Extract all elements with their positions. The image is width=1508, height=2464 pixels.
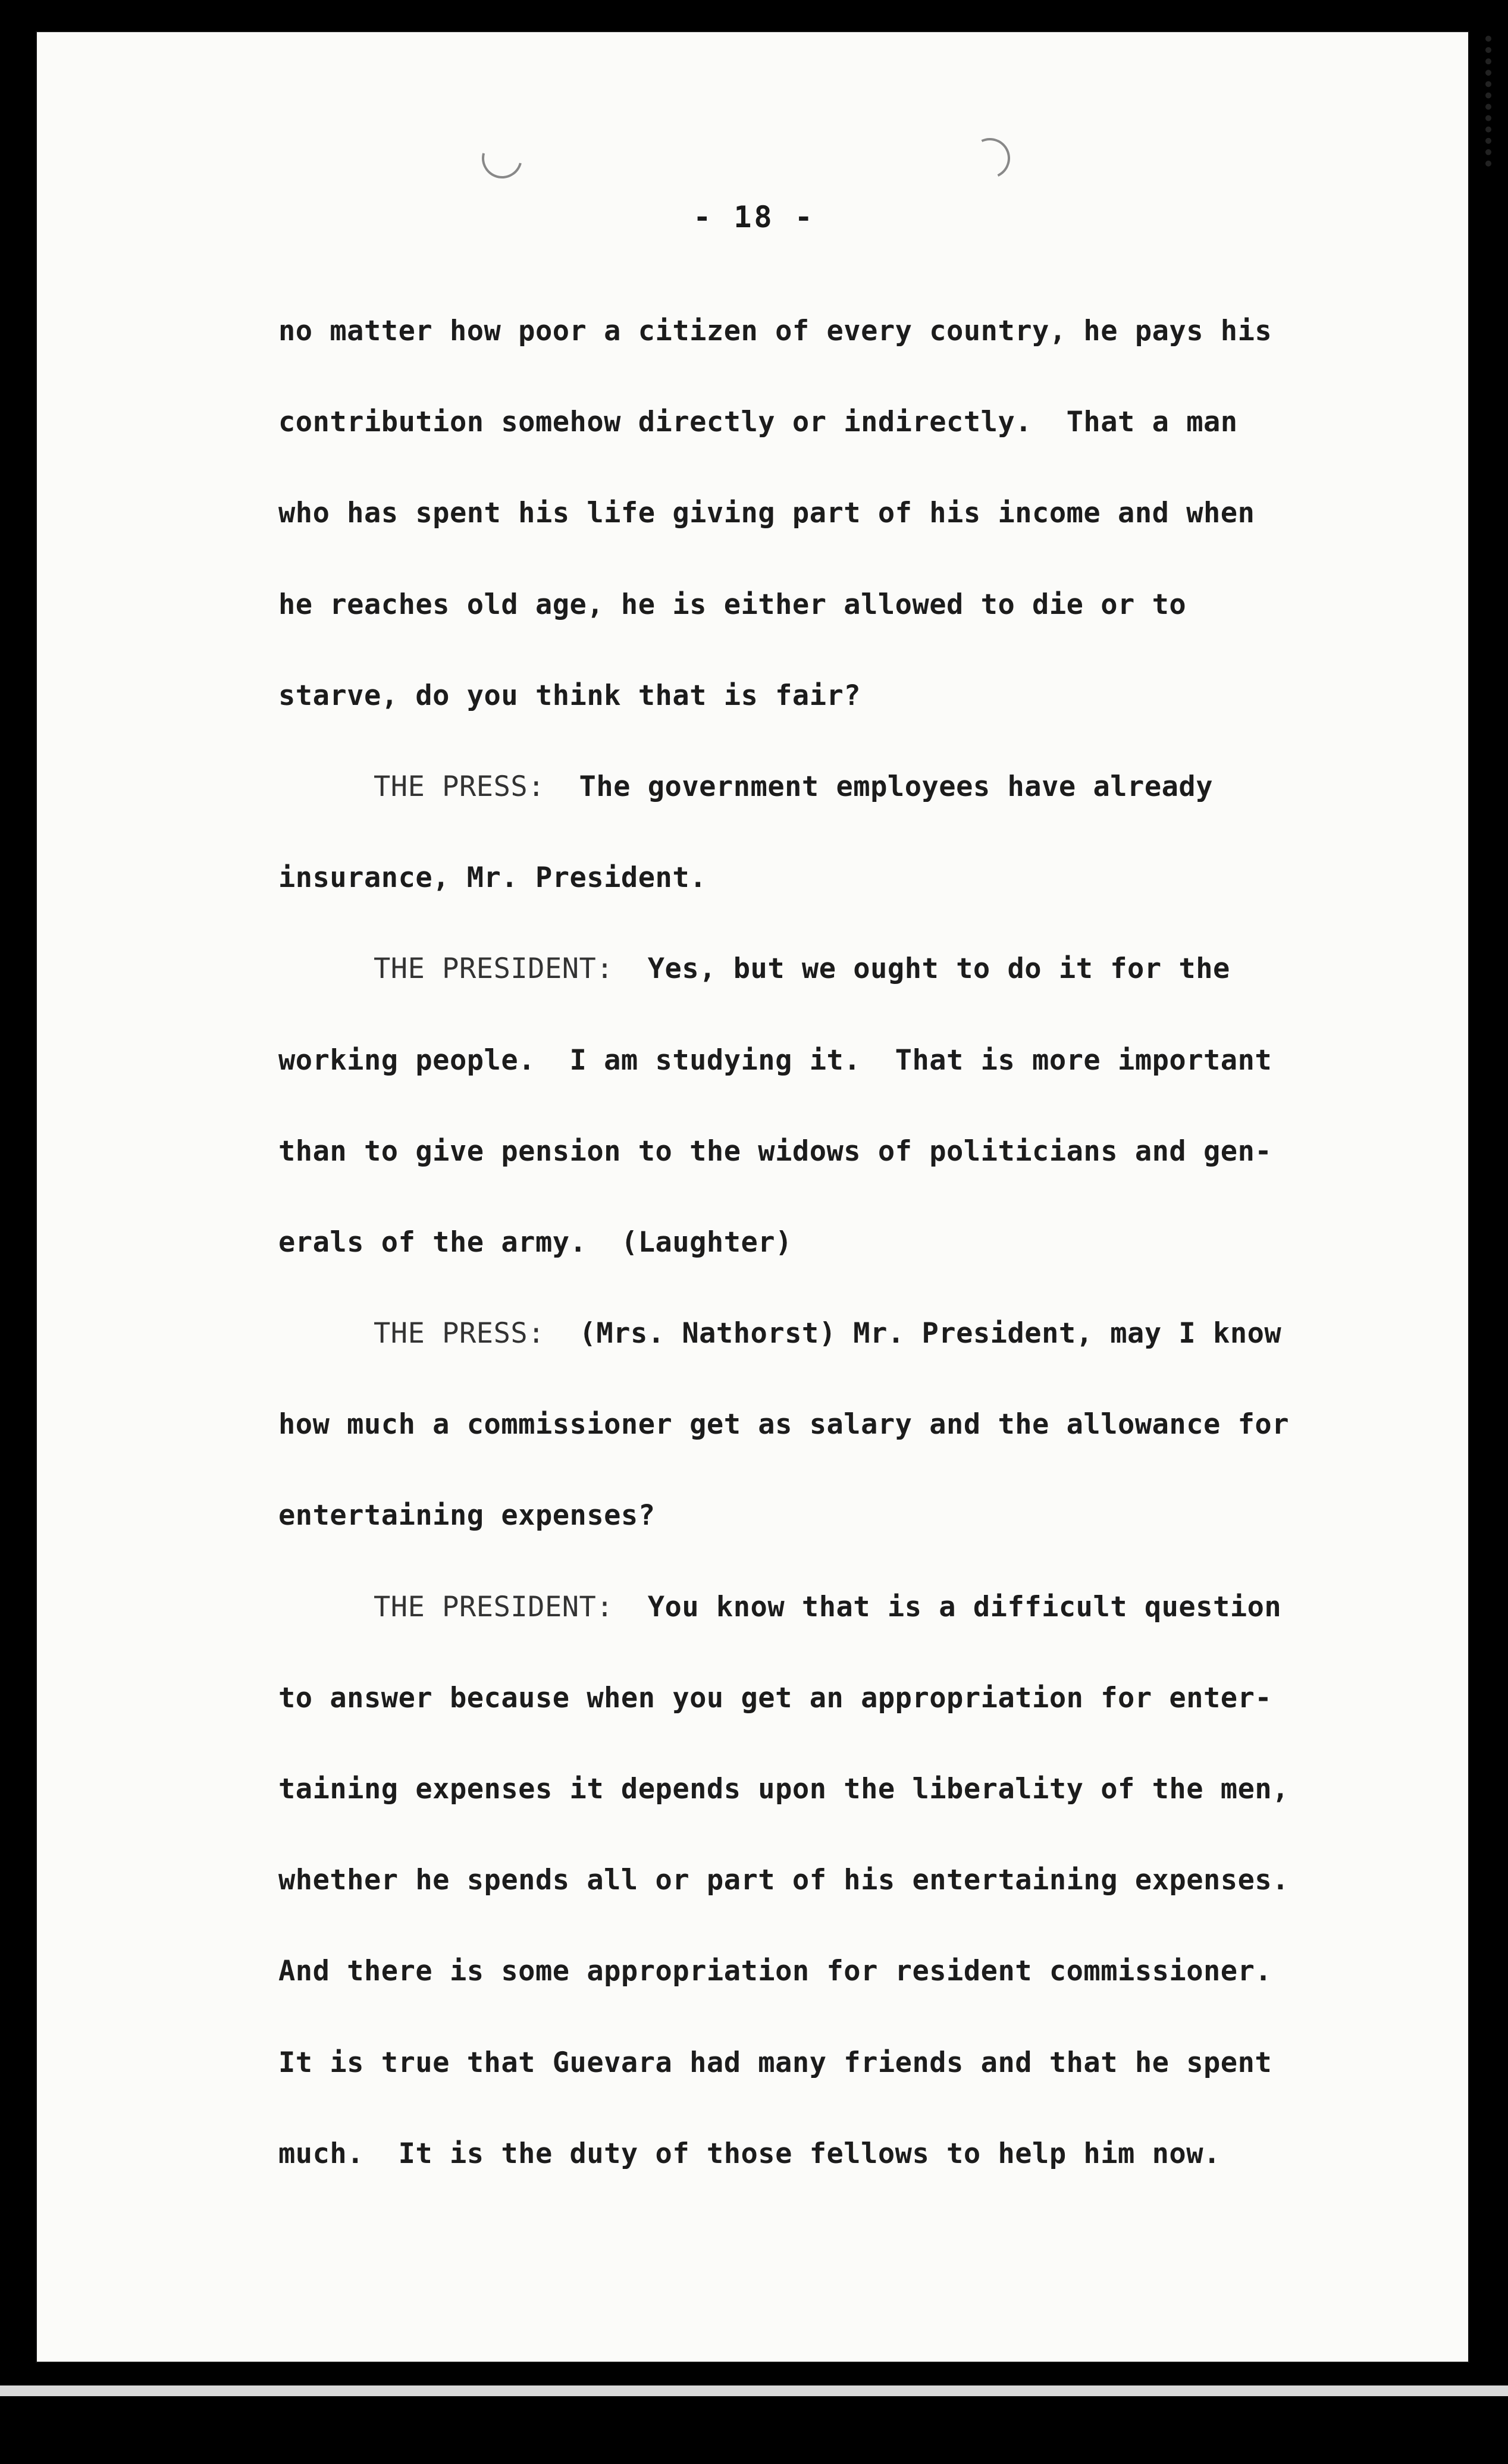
speaker-label: THE PRESIDENT: (374, 1590, 614, 1623)
transcript-line: THE PRESIDENT: You know that is a difficult question (374, 1590, 1282, 1623)
transcript-line: than to give pension to the widows of politicians and gen- (278, 1134, 1272, 1168)
film-frame-edge (0, 2385, 1508, 2396)
transcript-line: no matter how poor a citizen of every country, he pays his (278, 315, 1272, 347)
page-number: - 18 - (693, 200, 815, 234)
transcript-line: contribution somehow directly or indirectly. That a man (278, 406, 1238, 439)
transcript-line: THE PRESIDENT: Yes, but we ought to do it for the (374, 952, 1230, 986)
transcript-line: THE PRESS: (Mrs. Nathorst) Mr. President, may I know (374, 1317, 1282, 1350)
transcript-line: starve, do you think that is fair? (278, 679, 861, 712)
transcript-line: whether he spends all or part of his entertaining expenses. (278, 1864, 1289, 1897)
transcript-body (278, 286, 1361, 2199)
transcript-line: insurance, Mr. President. (278, 861, 707, 895)
speaker-label: THE PRESIDENT: (374, 952, 614, 986)
transcript-line: working people. I am studying it. That is more important (278, 1043, 1272, 1077)
film-edge-marks (1485, 36, 1500, 167)
speaker-label: THE PRESS: (374, 770, 545, 803)
transcript-line: he reaches old age, he is either allowed to die or to (278, 588, 1187, 621)
transcript-line: And there is some appropriation for resident commissioner. (278, 1955, 1272, 1988)
speaker-label: THE PRESS: (374, 1317, 545, 1350)
transcript-line: taining expenses it depends upon the liberality of the men, (278, 1773, 1289, 1805)
transcript-line: It is true that Guevara had many friends and that he spent (278, 2046, 1272, 2079)
transcript-line: much. It is the duty of those fellows to help him now. (278, 2137, 1221, 2170)
transcript-line: erals of the army. (Laughter) (278, 1225, 792, 1259)
transcript-line: entertaining expenses? (278, 1499, 656, 1532)
transcript-line: how much a commissioner get as salary and the allowance for (278, 1408, 1289, 1441)
transcript-line: THE PRESS: The government employees have already (374, 770, 1214, 803)
transcript-line: to answer because when you get an appropriation for enter- (278, 1681, 1272, 1714)
transcript-line: who has spent his life giving part of his income and when (278, 497, 1255, 530)
